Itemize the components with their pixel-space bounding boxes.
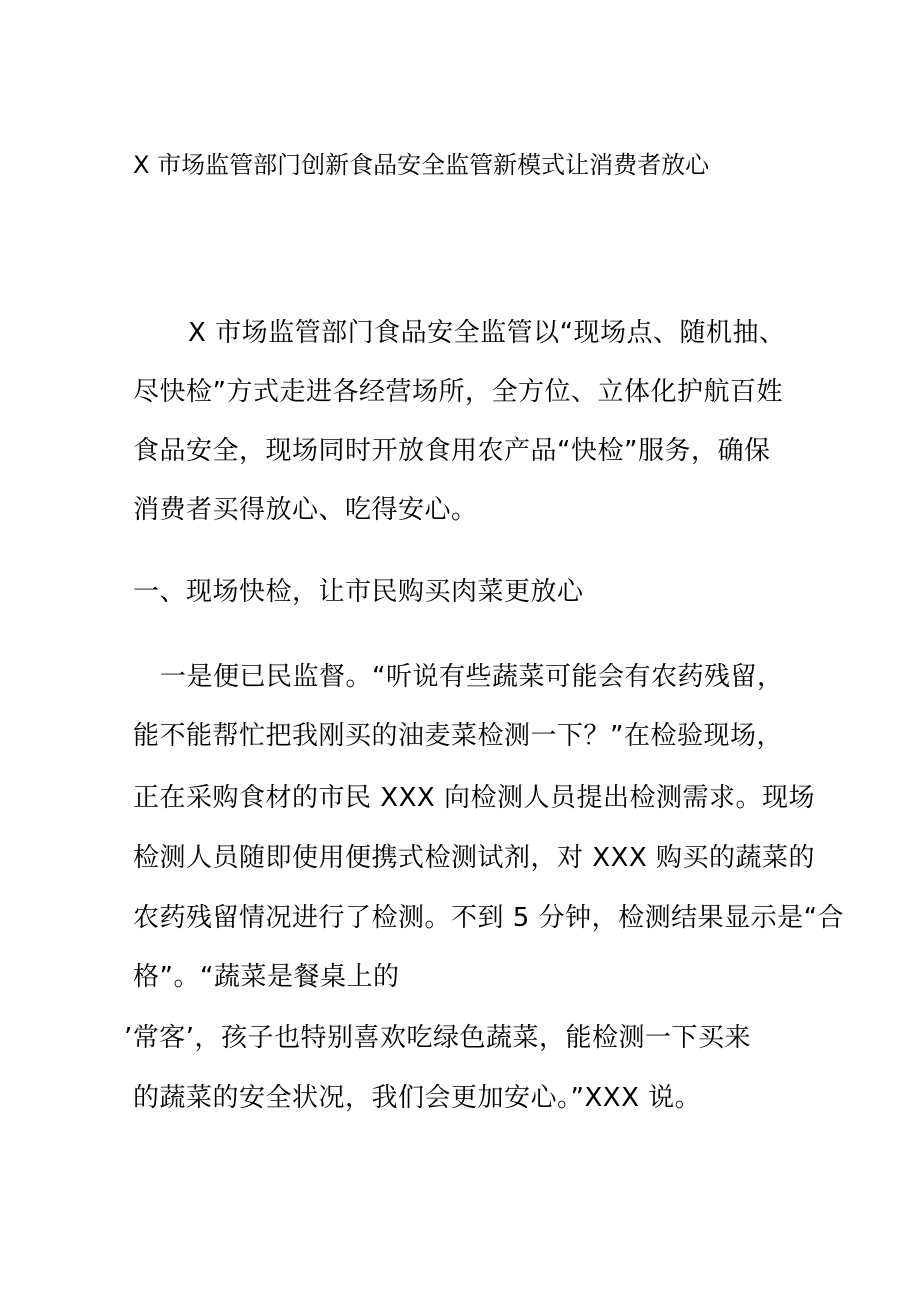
document-title: X 市场监管部门创新食品安全监管新模式让消费者放心 <box>133 151 710 179</box>
section-line-6: 格”。“蔬菜是餐桌上的 <box>133 962 400 992</box>
section-heading: 一、现场快检，让市民购买肉菜更放心 <box>133 577 584 607</box>
section-line-5: 农药残留情况进行了检测。不到 5 分钟，检测结果显示是“合 <box>133 903 845 933</box>
section-line-4: 检测人员随即使用便携式检测试剂，对 XXX 购买的蔬菜的 <box>133 843 815 873</box>
section-line-1: 一是便已民监督。“听说有些蔬菜可能会有农药残留， <box>160 662 784 692</box>
section-line-7: ’常客’，孩子也特别喜欢吃绿色蔬菜，能检测一下买来 <box>124 1023 752 1053</box>
intro-line-1: X 市场监管部门食品安全监管以“现场点、随机抽、 <box>188 318 786 348</box>
section-line-3: 正在采购食材的市民 XXX 向检测人员提出检测需求。现场 <box>133 783 815 813</box>
section-line-8: 的蔬菜的安全状况，我们会更加安心。”XXX 说。 <box>133 1083 702 1113</box>
intro-line-2: 尽快检”方式走进各经营场所，全方位、立体化护航百姓 <box>133 377 783 407</box>
section-line-2: 能不能帮忙把我刚买的油麦菜检测一下？”在检验现场， <box>133 721 783 751</box>
intro-line-3: 食品安全，现场同时开放食用农产品“快检”服务，确保 <box>133 436 771 466</box>
intro-line-4: 消费者买得放心、吃得安心。 <box>133 495 478 525</box>
